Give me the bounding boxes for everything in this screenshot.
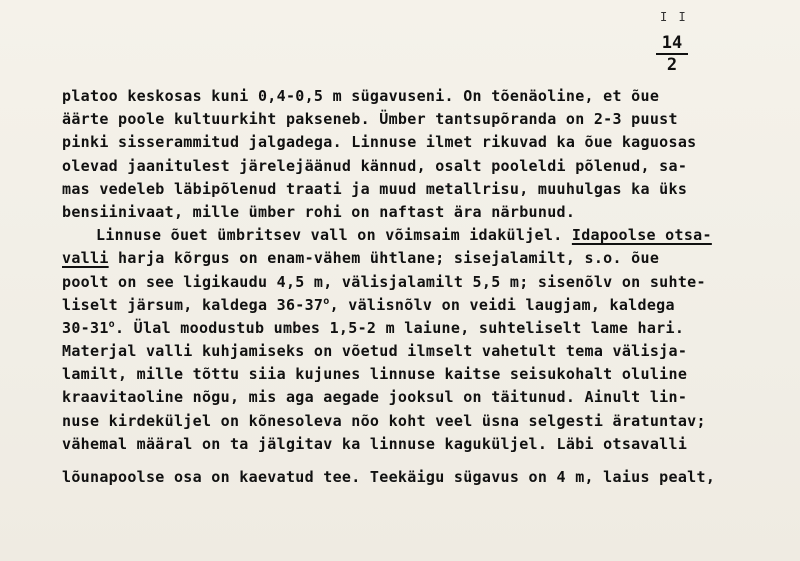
- text-line: Materjal valli kuhjamiseks on võetud ilmselt vahetult tema välisja-: [62, 342, 688, 361]
- degree-superscript: o: [323, 295, 330, 307]
- body-text: [62, 86, 792, 490]
- text-line: nuse kirdeküljel on kõnesoleva nõo koht veel üsna selgesti äratuntav;: [62, 411, 706, 430]
- text-line: bensiinivaat, mille ümber rohi on naftast ära närbunud.: [62, 202, 576, 221]
- underlined-text: Idapoolse otsa-: [571, 226, 712, 245]
- text-line: [62, 295, 792, 318]
- text-line: mas vedeleb läbipõlenud traati ja muud metallrisu, muuhulgas ka üks: [62, 179, 688, 198]
- text-line: pinki sisserammitud jalgadega. Linnuse ilmet rikuvad ka õue kaguosas: [62, 133, 697, 152]
- text-line: vähemal määral on ta jälgitav ka linnuse kaguküljel. Läbi otsavalli: [62, 434, 688, 453]
- text-segment: . Ülal moodustub umbes 1,5-2 m laiune, suhteliselt lame hari.: [114, 318, 685, 337]
- text-line: äärte poole kultuurkiht pakseneb. Ümber tantsupõranda on 2-3 puust: [62, 110, 678, 129]
- page-number-denominator: 2: [666, 55, 678, 75]
- text-line: poolt on see ligikaudu 4,5 m, välisjalamilt 5,5 m; sisenõlv on suhte-: [62, 272, 706, 291]
- page-number-numerator: 14: [656, 34, 688, 55]
- text-line: lamilt, mille tõttu siia kujunes linnuse kaitse seisukohalt oluline: [62, 365, 688, 384]
- underlined-text: valli: [62, 249, 109, 268]
- text-segment: 30-31: [62, 318, 109, 337]
- page-marks: I I: [660, 10, 688, 24]
- text-segment: harja kõrgus on enam-vähem ühtlane; sisejalamilt, s.o. õue: [108, 249, 660, 268]
- text-segment: Linnuse õuet ümbritsev vall on võimsaim idaküljel.: [96, 226, 572, 245]
- text-segment: liselt järsum, kaldega 36-37: [62, 295, 324, 314]
- text-line: platoo keskosas kuni 0,4-0,5 m sügavuseni. On tõenäoline, et õue: [62, 87, 660, 105]
- page-number: [656, 34, 688, 74]
- text-line: olevad jaanitulest järelejäänud kännud, osalt pooleldi põlenud, sa-: [62, 156, 688, 175]
- text-line: [62, 318, 792, 341]
- text-line: [62, 225, 792, 248]
- text-line: kraavitaoline nõgu, mis aga aegade jooksul on täitunud. Ainult lin-: [62, 388, 688, 407]
- degree-superscript: o: [108, 318, 115, 330]
- text-line: [62, 248, 792, 271]
- text-line: lõunapoolse osa on kaevatud tee. Teekäigu sügavus on 4 m, laius pealt,: [62, 468, 716, 486]
- text-segment: , välisnõlv on veidi laugjam, kaldega: [329, 295, 675, 314]
